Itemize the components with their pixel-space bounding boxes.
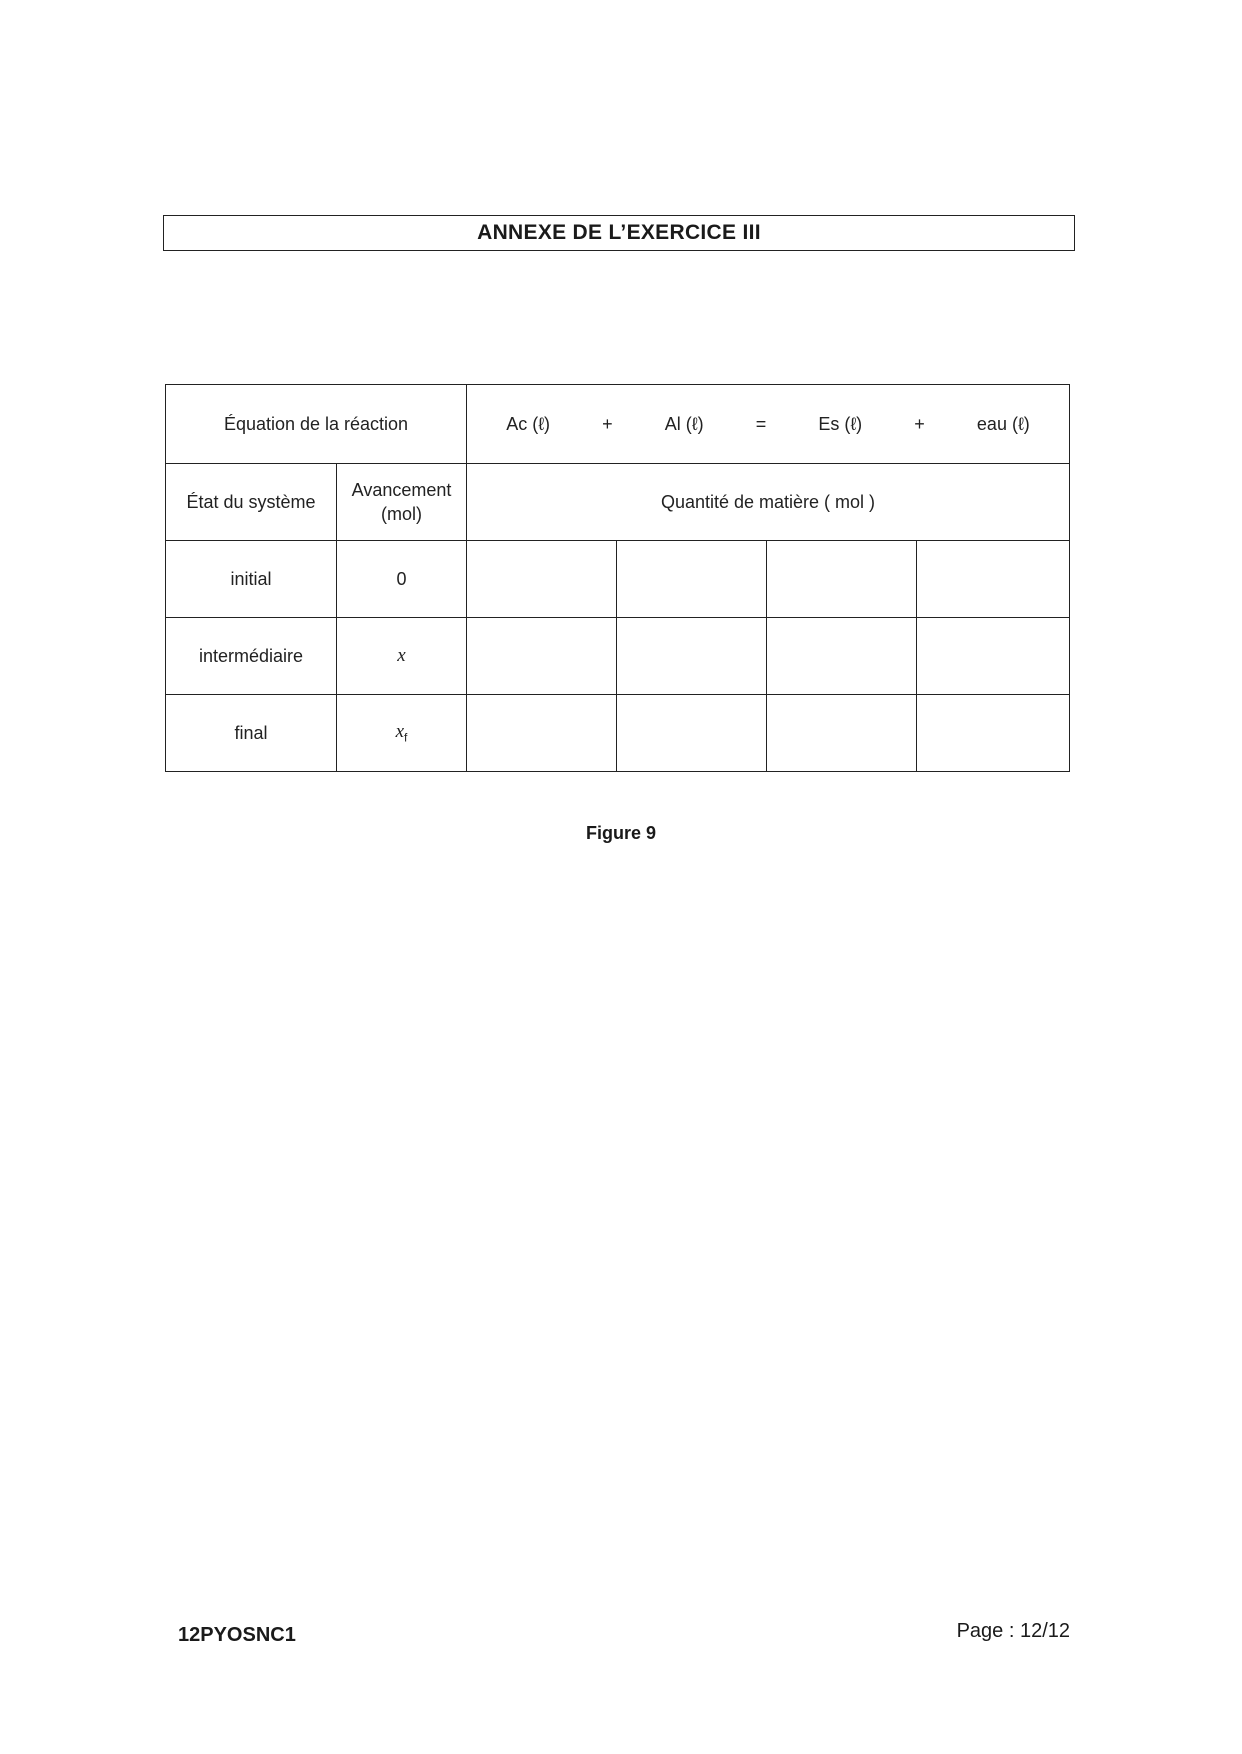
avancement-header — [337, 464, 467, 541]
figure-caption: Figure 9 — [585, 823, 656, 843]
equals-sign: = — [755, 413, 767, 434]
annex-title: ANNEXE DE L’EXERCICE III — [163, 215, 1075, 251]
avancement-initial: 0 — [337, 541, 467, 618]
empty-cell — [917, 541, 1070, 618]
quantity-header: Quantité de matière ( mol ) — [467, 464, 1070, 541]
species-alcohol: Al (ℓ) — [664, 413, 704, 434]
table-row — [166, 695, 1070, 772]
state-final: final — [166, 695, 337, 772]
empty-cell — [767, 541, 917, 618]
empty-cell — [467, 618, 617, 695]
avancement-final — [337, 695, 467, 772]
empty-cell — [617, 618, 767, 695]
equation-row — [166, 385, 1070, 464]
avancement-final-symbol: x — [395, 721, 405, 743]
page-number: Page : 12/12 — [956, 1620, 1070, 1642]
table-row — [166, 541, 1070, 618]
empty-cell — [917, 695, 1070, 772]
equation-cell — [467, 385, 1070, 464]
plus-sign: + — [914, 413, 925, 434]
state-header: État du système — [166, 464, 337, 541]
empty-cell — [467, 541, 617, 618]
table-row — [166, 618, 1070, 695]
header-row — [166, 464, 1070, 541]
avancement-intermediate: x — [337, 618, 467, 695]
avancement-header-line2: (mol) — [381, 504, 422, 524]
state-initial: initial — [166, 541, 337, 618]
empty-cell — [917, 618, 1070, 695]
species-acid: Ac (ℓ) — [506, 413, 551, 434]
document-code: 12PYOSNC1 — [178, 1624, 296, 1646]
avancement-header-line1: Avancement — [351, 480, 452, 500]
equation-label: Équation de la réaction — [166, 385, 467, 464]
empty-cell — [617, 541, 767, 618]
avancement-final-subscript: f — [404, 730, 408, 745]
state-intermediate: intermédiaire — [166, 618, 337, 695]
species-water: eau (ℓ) — [976, 413, 1030, 434]
avancement-table — [165, 384, 1070, 772]
species-ester: Es (ℓ) — [818, 413, 863, 434]
empty-cell — [767, 618, 917, 695]
plus-sign: + — [602, 413, 613, 434]
empty-cell — [617, 695, 767, 772]
empty-cell — [767, 695, 917, 772]
empty-cell — [467, 695, 617, 772]
